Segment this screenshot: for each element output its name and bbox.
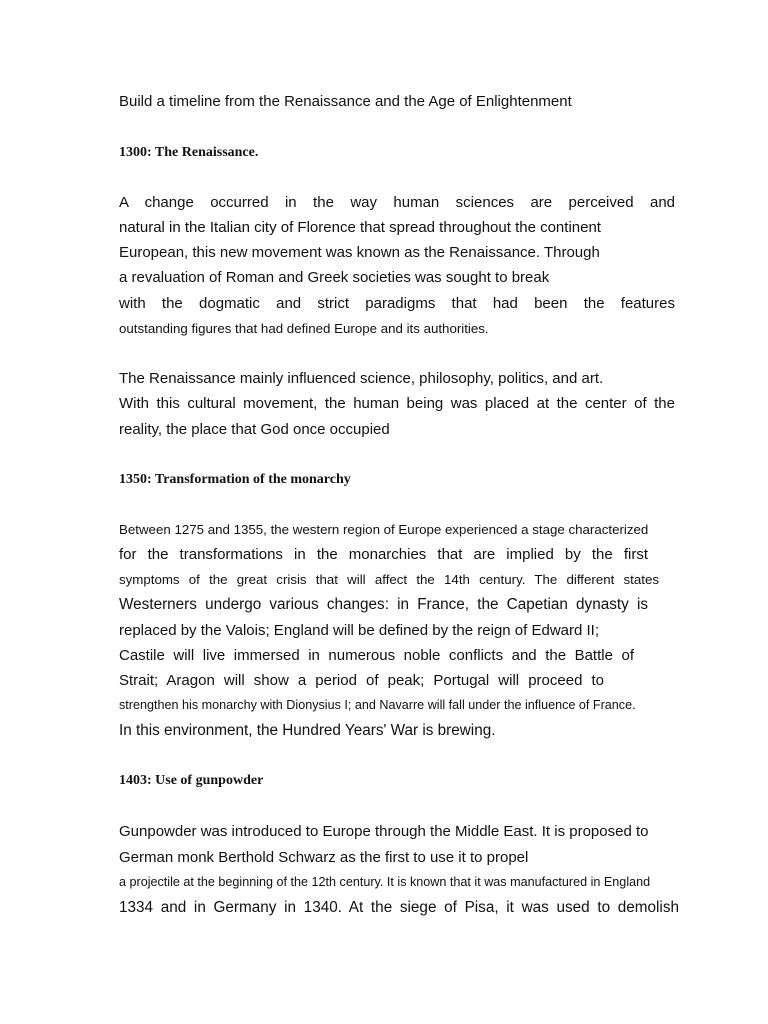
paragraph-line: Strait; Aragon will show a period of peak; Portugal will proceed to: [119, 672, 604, 689]
paragraph-line: natural in the Italian city of Florence that spread throughout the continent: [119, 219, 601, 236]
section-heading-1300: 1300: The Renaissance.: [119, 145, 259, 160]
paragraph-line: With this cultural movement, the human being was placed at the center of the: [119, 395, 675, 412]
paragraph-line: symptoms of the great crisis that will affect the 14th century. The different states: [119, 572, 659, 587]
paragraph-line: A change occurred in the way human sciences are perceived and: [119, 194, 675, 211]
paragraph-line: 1334 and in Germany in 1340. At the siege of Pisa, it was used to demolish: [119, 899, 679, 916]
paragraph-line: Between 1275 and 1355, the western region of Europe experienced a stage characterized: [119, 522, 649, 537]
paragraph-line: The Renaissance mainly influenced science, philosophy, politics, and art.: [119, 370, 604, 387]
paragraph-line: with the dogmatic and strict paradigms that had been the features: [119, 295, 675, 312]
paragraph-line: for the transformations in the monarchies that are implied by the first: [119, 546, 648, 563]
paragraph-line: a projectile at the beginning of the 12th century. It is known that it was manufactured in England: [119, 875, 651, 889]
paragraph-line: outstanding figures that had defined Europe and its authorities.: [119, 321, 489, 336]
paragraph-line: Gunpowder was introduced to Europe through the Middle East. It is proposed to: [119, 823, 649, 840]
paragraph-line: European, this new movement was known as the Renaissance. Through: [119, 244, 600, 261]
section-heading-1403: 1403: Use of gunpowder: [119, 773, 264, 788]
paragraph-line: a revaluation of Roman and Greek societies was sought to break: [119, 269, 550, 286]
document-title: Build a timeline from the Renaissance and the Age of Enlightenment: [119, 93, 572, 110]
paragraph-line: strengthen his monarchy with Dionysius I; and Navarre will fall under the influence of France.: [119, 698, 636, 712]
paragraph-line: Castile will live immersed in numerous noble conflicts and the Battle of: [119, 647, 634, 664]
paragraph-line: reality, the place that God once occupied: [119, 421, 390, 438]
paragraph-line: In this environment, the Hundred Years' War is brewing.: [119, 722, 496, 739]
paragraph-line: replaced by the Valois; England will be defined by the reign of Edward II;: [119, 622, 600, 639]
paragraph-line: German monk Berthold Schwarz as the first to use it to propel: [119, 849, 529, 866]
paragraph-line: Westerners undergo various changes: in France, the Capetian dynasty is: [119, 596, 648, 613]
section-heading-1350: 1350: Transformation of the monarchy: [119, 472, 351, 487]
